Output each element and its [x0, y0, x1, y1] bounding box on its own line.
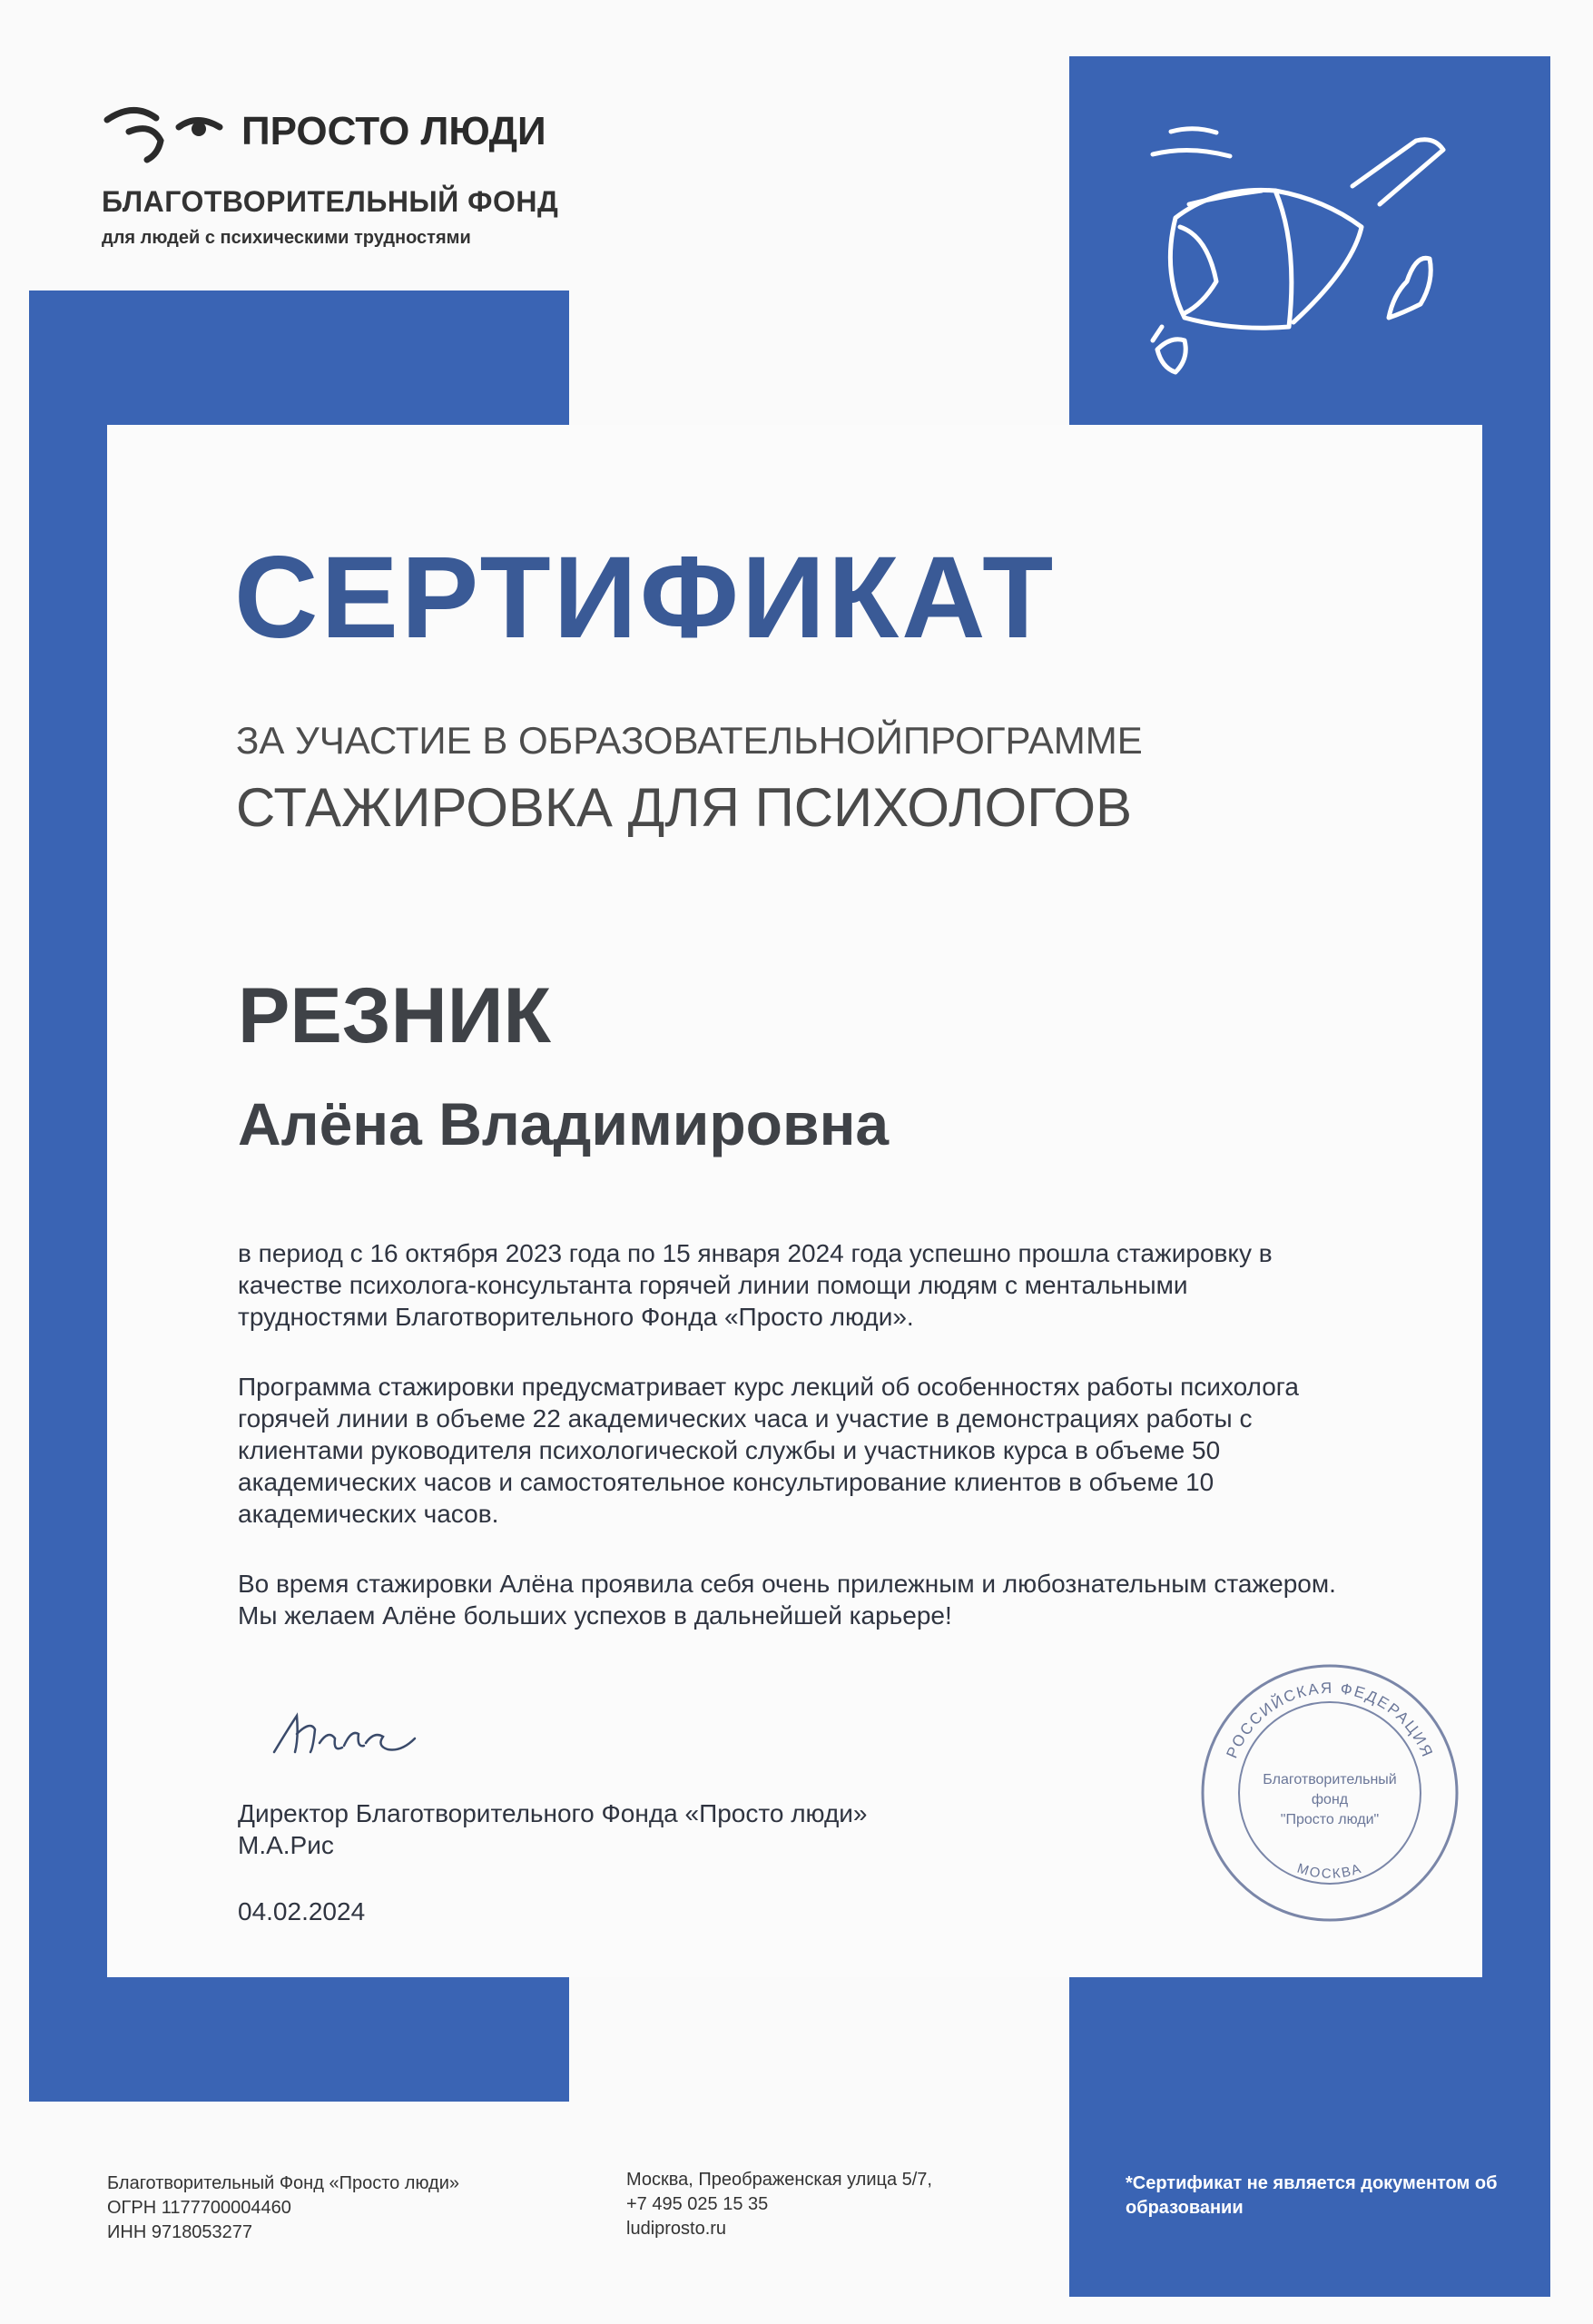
footer-disclaimer: *Сертификат не является документом об образовании: [1126, 2173, 1498, 2218]
stamp-center-line: "Просто люди": [1280, 1812, 1380, 1827]
paragraph-line: Программа стажировки предусматривает курс лекций об особенностях работы психолога: [238, 1373, 1299, 1401]
handwritten-signature: [270, 1702, 424, 1766]
stamp-ring-top: РОССИЙСКАЯ ФЕДЕРАЦИЯ: [1223, 1679, 1437, 1761]
footer-org-name: Благотворительный Фонд «Просто люди»: [107, 2173, 459, 2193]
footer-ogrn: ОГРН 1177700004460: [107, 2198, 291, 2218]
footer-phone: +7 495 025 15 35: [626, 2194, 769, 2214]
paragraph-line: горячей линии в объеме 22 академических часа и участие в демонстрациях работы с: [238, 1404, 1253, 1433]
signer-details: [238, 1797, 868, 1861]
paragraph-line: Мы желаем Алёне больших успехов в дальнейшей карьере!: [238, 1601, 952, 1630]
program-caption: ЗА УЧАСТИЕ В ОБРАЗОВАТЕЛЬНОЙПРОГРАММЕ: [236, 719, 1143, 762]
paragraph-program: [238, 1371, 1490, 1530]
stamp-center-line: Благотворительный: [1263, 1772, 1397, 1787]
issue-date: 04.02.2024: [238, 1897, 366, 1925]
logo-subtitle: БЛАГОТВОРИТЕЛЬНЫЙ ФОНД: [102, 185, 559, 218]
footer-site: ludiprosto.ru: [626, 2219, 727, 2239]
official-stamp: [1194, 1657, 1466, 1929]
paragraph-line: в период с 16 октября 2023 года по 15 января 2024 года успешно прошла стажировку в: [238, 1239, 1273, 1267]
footer-contacts: [626, 2168, 932, 2241]
footer-address: Москва, Преображенская улица 5/7,: [626, 2170, 932, 2190]
recipient-surname: РЕЗНИК: [238, 972, 552, 1059]
paragraph-line: академических часов.: [238, 1500, 499, 1528]
paragraph-line: трудностями Благотворительного Фонда «Просто люди».: [238, 1303, 914, 1331]
foundation-logo: [102, 100, 574, 249]
svg-text:МОСКВА: [1295, 1861, 1364, 1882]
signer-title: Директор Благотворительного Фонда «Просто люди»: [238, 1799, 868, 1827]
paragraph-line: клиентами руководителя психологической службы и участников курса в объеме 50: [238, 1436, 1221, 1464]
program-name: СТАЖИРОВКА ДЛЯ ПСИХОЛОГОВ: [236, 777, 1133, 838]
paragraph-feedback: [238, 1568, 1490, 1631]
signer-name: М.А.Рис: [238, 1831, 334, 1859]
logo-name: ПРОСТО ЛЮДИ: [241, 109, 546, 153]
footer-inn: ИНН 9718053277: [107, 2222, 253, 2242]
certificate-title: СЕРТИФИКАТ: [234, 533, 1057, 663]
footer-org-details: [107, 2171, 459, 2245]
paragraph-line: качестве психолога-консультанта горячей линии помощи людям с ментальными: [238, 1271, 1188, 1299]
paragraph-line: академических часов и самостоятельное консультирование клиентов в объеме 10: [238, 1468, 1214, 1496]
recipient-given-names: Алёна Владимировна: [238, 1090, 890, 1157]
stamp-ring-bottom: МОСКВА: [1294, 1860, 1365, 1882]
paragraph-period: [238, 1237, 1490, 1333]
stamp-center-line: фонд: [1311, 1792, 1349, 1807]
logo-tagline: для людей с психическими трудностями: [102, 228, 471, 248]
logo-eye-icon: [102, 100, 229, 163]
bell-illustration-icon: [1116, 100, 1489, 436]
paragraph-line: Во время стажировки Алёна проявила себя очень прилежным и любознательным стажером.: [238, 1570, 1336, 1598]
